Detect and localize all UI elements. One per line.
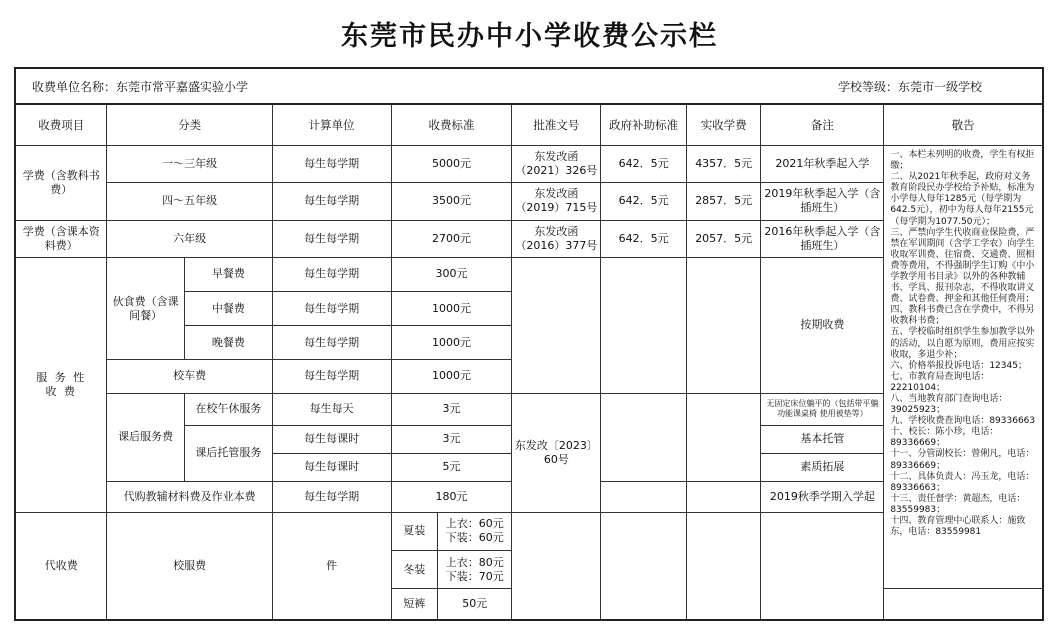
approval: 东发改函（2016）377号 xyxy=(512,220,601,257)
subsidy-empty xyxy=(601,481,687,512)
books-name: 代购教辅材料费及作业本费 xyxy=(107,481,272,512)
standard: 3500元 xyxy=(391,183,512,220)
meal-name: 中餐费 xyxy=(184,292,272,326)
category: 四～五年级 xyxy=(107,183,272,220)
actual-empty xyxy=(687,393,761,481)
standard: 300元 xyxy=(391,257,512,291)
standard: 3元 xyxy=(391,425,512,453)
calc-unit: 每生每学期 xyxy=(272,257,391,291)
actual-empty xyxy=(687,481,761,512)
subsidy: 642．5元 xyxy=(601,220,687,257)
subsidy: 642．5元 xyxy=(601,145,687,182)
notice-line: 四、教科书费已含在学费中，不得另收教科书费； xyxy=(890,305,1035,327)
calc-unit: 每生每学期 xyxy=(272,145,391,182)
standard: 1000元 xyxy=(391,326,512,360)
approval: 东发改〔2023〕60号 xyxy=(512,393,601,512)
uniform-season: 短裤 xyxy=(391,589,437,620)
remark: 2016年秋季起入学（含插班生） xyxy=(761,220,884,257)
subsidy-empty xyxy=(601,257,687,393)
notice-line: 十二、具体负责人：冯玉龙，电话：89336663； xyxy=(890,471,1035,493)
calc-unit: 每生每天 xyxy=(272,393,391,425)
notice-cell xyxy=(884,145,1043,588)
notice-line: 五、学校临时组织学生参加教学以外的活动，以自愿为原则，费用应按实收取，多退少补； xyxy=(890,327,1035,360)
table-row xyxy=(15,145,1043,182)
remark-empty xyxy=(761,512,884,620)
nap-remark: 无固定床位躺平的（包括带平躺功能课桌椅 使用被垫等） xyxy=(761,393,884,425)
calc-unit: 每生每学期 xyxy=(272,326,391,360)
uniform-name: 校服费 xyxy=(107,512,272,620)
collect-item: 代收费 xyxy=(15,512,107,620)
school-name: 东莞市常平嘉盛实验小学 xyxy=(116,80,249,94)
fee-table xyxy=(14,103,1044,621)
meal-name: 晚餐费 xyxy=(184,326,272,360)
calc-unit: 每生每学期 xyxy=(272,220,391,257)
actual-fee: 2857．5元 xyxy=(687,183,761,220)
calc-unit: 每生每课时 xyxy=(272,453,391,481)
actual-empty xyxy=(687,512,761,620)
header-standard: 收费标准 xyxy=(391,104,512,145)
notice-line: 十一、分管副校长：曾俐凡，电话：89336669； xyxy=(890,449,1035,471)
notice-line: 九、学校收费查询电话：89336663 xyxy=(890,416,1036,427)
standard: 2700元 xyxy=(391,220,512,257)
bus-name: 校车费 xyxy=(107,360,272,393)
calc-unit: 每生每学期 xyxy=(272,360,391,393)
uniform-price: 上衣：60元 下装：60元 xyxy=(438,512,512,550)
notice-line: 八、当地教育部门查询电话：39025923； xyxy=(890,394,1008,416)
header-notice: 敬告 xyxy=(884,104,1043,145)
calc-unit: 每生每学期 xyxy=(272,183,391,220)
uniform-price: 上衣：80元 下装：70元 xyxy=(438,551,512,589)
header-actual: 实收学费 xyxy=(687,104,761,145)
page-title: 东莞市民办中小学收费公示栏 xyxy=(341,21,718,52)
calc-unit: 每生每课时 xyxy=(272,425,391,453)
remark: 2021年秋季起入学 xyxy=(761,145,884,182)
calc-unit: 每生每学期 xyxy=(272,292,391,326)
tuition-item: 学费（含课本资料费） xyxy=(15,220,107,257)
standard: 5元 xyxy=(391,453,512,481)
header-row xyxy=(15,104,1043,145)
notice-line: 六、价格举报投诉电话：12345； xyxy=(890,360,1027,371)
remark: 素质拓展 xyxy=(761,453,884,481)
header-remark: 备注 xyxy=(761,104,884,145)
notice-line: 三、严禁向学生代收商业保险费，严禁在军训期间（含学工学农）向学生收取军训费、住宿费、交通费、照相费等费用，不得强制学生订购《中小学教学用书目录》以外的各种教辅书、学具、报刊杂志，不得收取讲义费、试卷费、押金和其他任何费用； xyxy=(890,227,1035,305)
standard: 5000元 xyxy=(391,145,512,182)
approval: 东发改函（2021）326号 xyxy=(512,145,601,182)
standard: 180元 xyxy=(391,481,512,512)
subsidy-empty xyxy=(601,393,687,481)
notice-line: 七、市教育局查询电话：22210104； xyxy=(890,371,990,393)
tuition-item: 学费（含教科书费） xyxy=(15,145,107,220)
remark: 2019年秋季起入学（含插班生） xyxy=(761,183,884,220)
school-info-row xyxy=(14,67,1044,103)
care-name: 课后托管服务 xyxy=(184,425,272,481)
meal-group: 伙食费（含课间餐） xyxy=(107,257,184,360)
actual-fee: 2057．5元 xyxy=(687,220,761,257)
approval-empty xyxy=(512,512,601,620)
nap-name: 在校午休服务 xyxy=(184,393,272,425)
meal-remark: 按期收费 xyxy=(761,257,884,393)
actual-fee: 4357．5元 xyxy=(687,145,761,182)
header-item: 收费项目 xyxy=(15,104,107,145)
notice-line: 二、从2021年秋季起，政府对义务教育阶段民办学校给予补贴，标准为小学每人每年1285元（每学期为642.5元），初中为每人每年2155元（每学期为1077.50元）； xyxy=(890,172,1035,227)
remark: 2019秋季学期入学起 xyxy=(761,481,884,512)
notice-line: 十、校长：陈小珍，电话：89336669； xyxy=(890,427,999,449)
header-category: 分类 xyxy=(107,104,272,145)
notice-line: 十四、教育管理中心联系人：施致东，电话：83559981 xyxy=(890,516,1026,538)
service-item: 服 务 性 收 费 xyxy=(15,257,107,512)
calc-unit: 件 xyxy=(272,512,391,620)
approval: 东发改函（2019）715号 xyxy=(512,183,601,220)
category: 一～三年级 xyxy=(107,145,272,182)
calc-unit: 每生每学期 xyxy=(272,481,391,512)
school-grade: 学校等级：东莞市一级学校 xyxy=(837,80,982,94)
standard: 1000元 xyxy=(391,292,512,326)
standard: 3元 xyxy=(391,393,512,425)
standard: 1000元 xyxy=(391,360,512,393)
approval-empty xyxy=(512,257,601,393)
meal-name: 早餐费 xyxy=(184,257,272,291)
subsidy: 642．5元 xyxy=(601,183,687,220)
after-school-group: 课后服务费 xyxy=(107,393,184,481)
notice-line: 一、本栏未列明的收费，学生有权拒缴； xyxy=(890,149,1035,172)
fee-unit: 收费单位名称：东莞市常平嘉盛实验小学 xyxy=(32,80,249,94)
uniform-season: 冬装 xyxy=(391,551,437,589)
header-unit: 计算单位 xyxy=(272,104,391,145)
actual-empty xyxy=(687,257,761,393)
uniform-price: 50元 xyxy=(438,589,512,620)
category: 六年级 xyxy=(107,220,272,257)
header-subsidy: 政府补助标准 xyxy=(601,104,687,145)
remark: 基本托管 xyxy=(761,425,884,453)
notice-line: 十三、责任督学：黄超杰，电话：83559983； xyxy=(890,493,1026,515)
uniform-season: 夏装 xyxy=(391,512,437,550)
subsidy-empty xyxy=(601,512,687,620)
header-approval: 批准文号 xyxy=(512,104,601,145)
